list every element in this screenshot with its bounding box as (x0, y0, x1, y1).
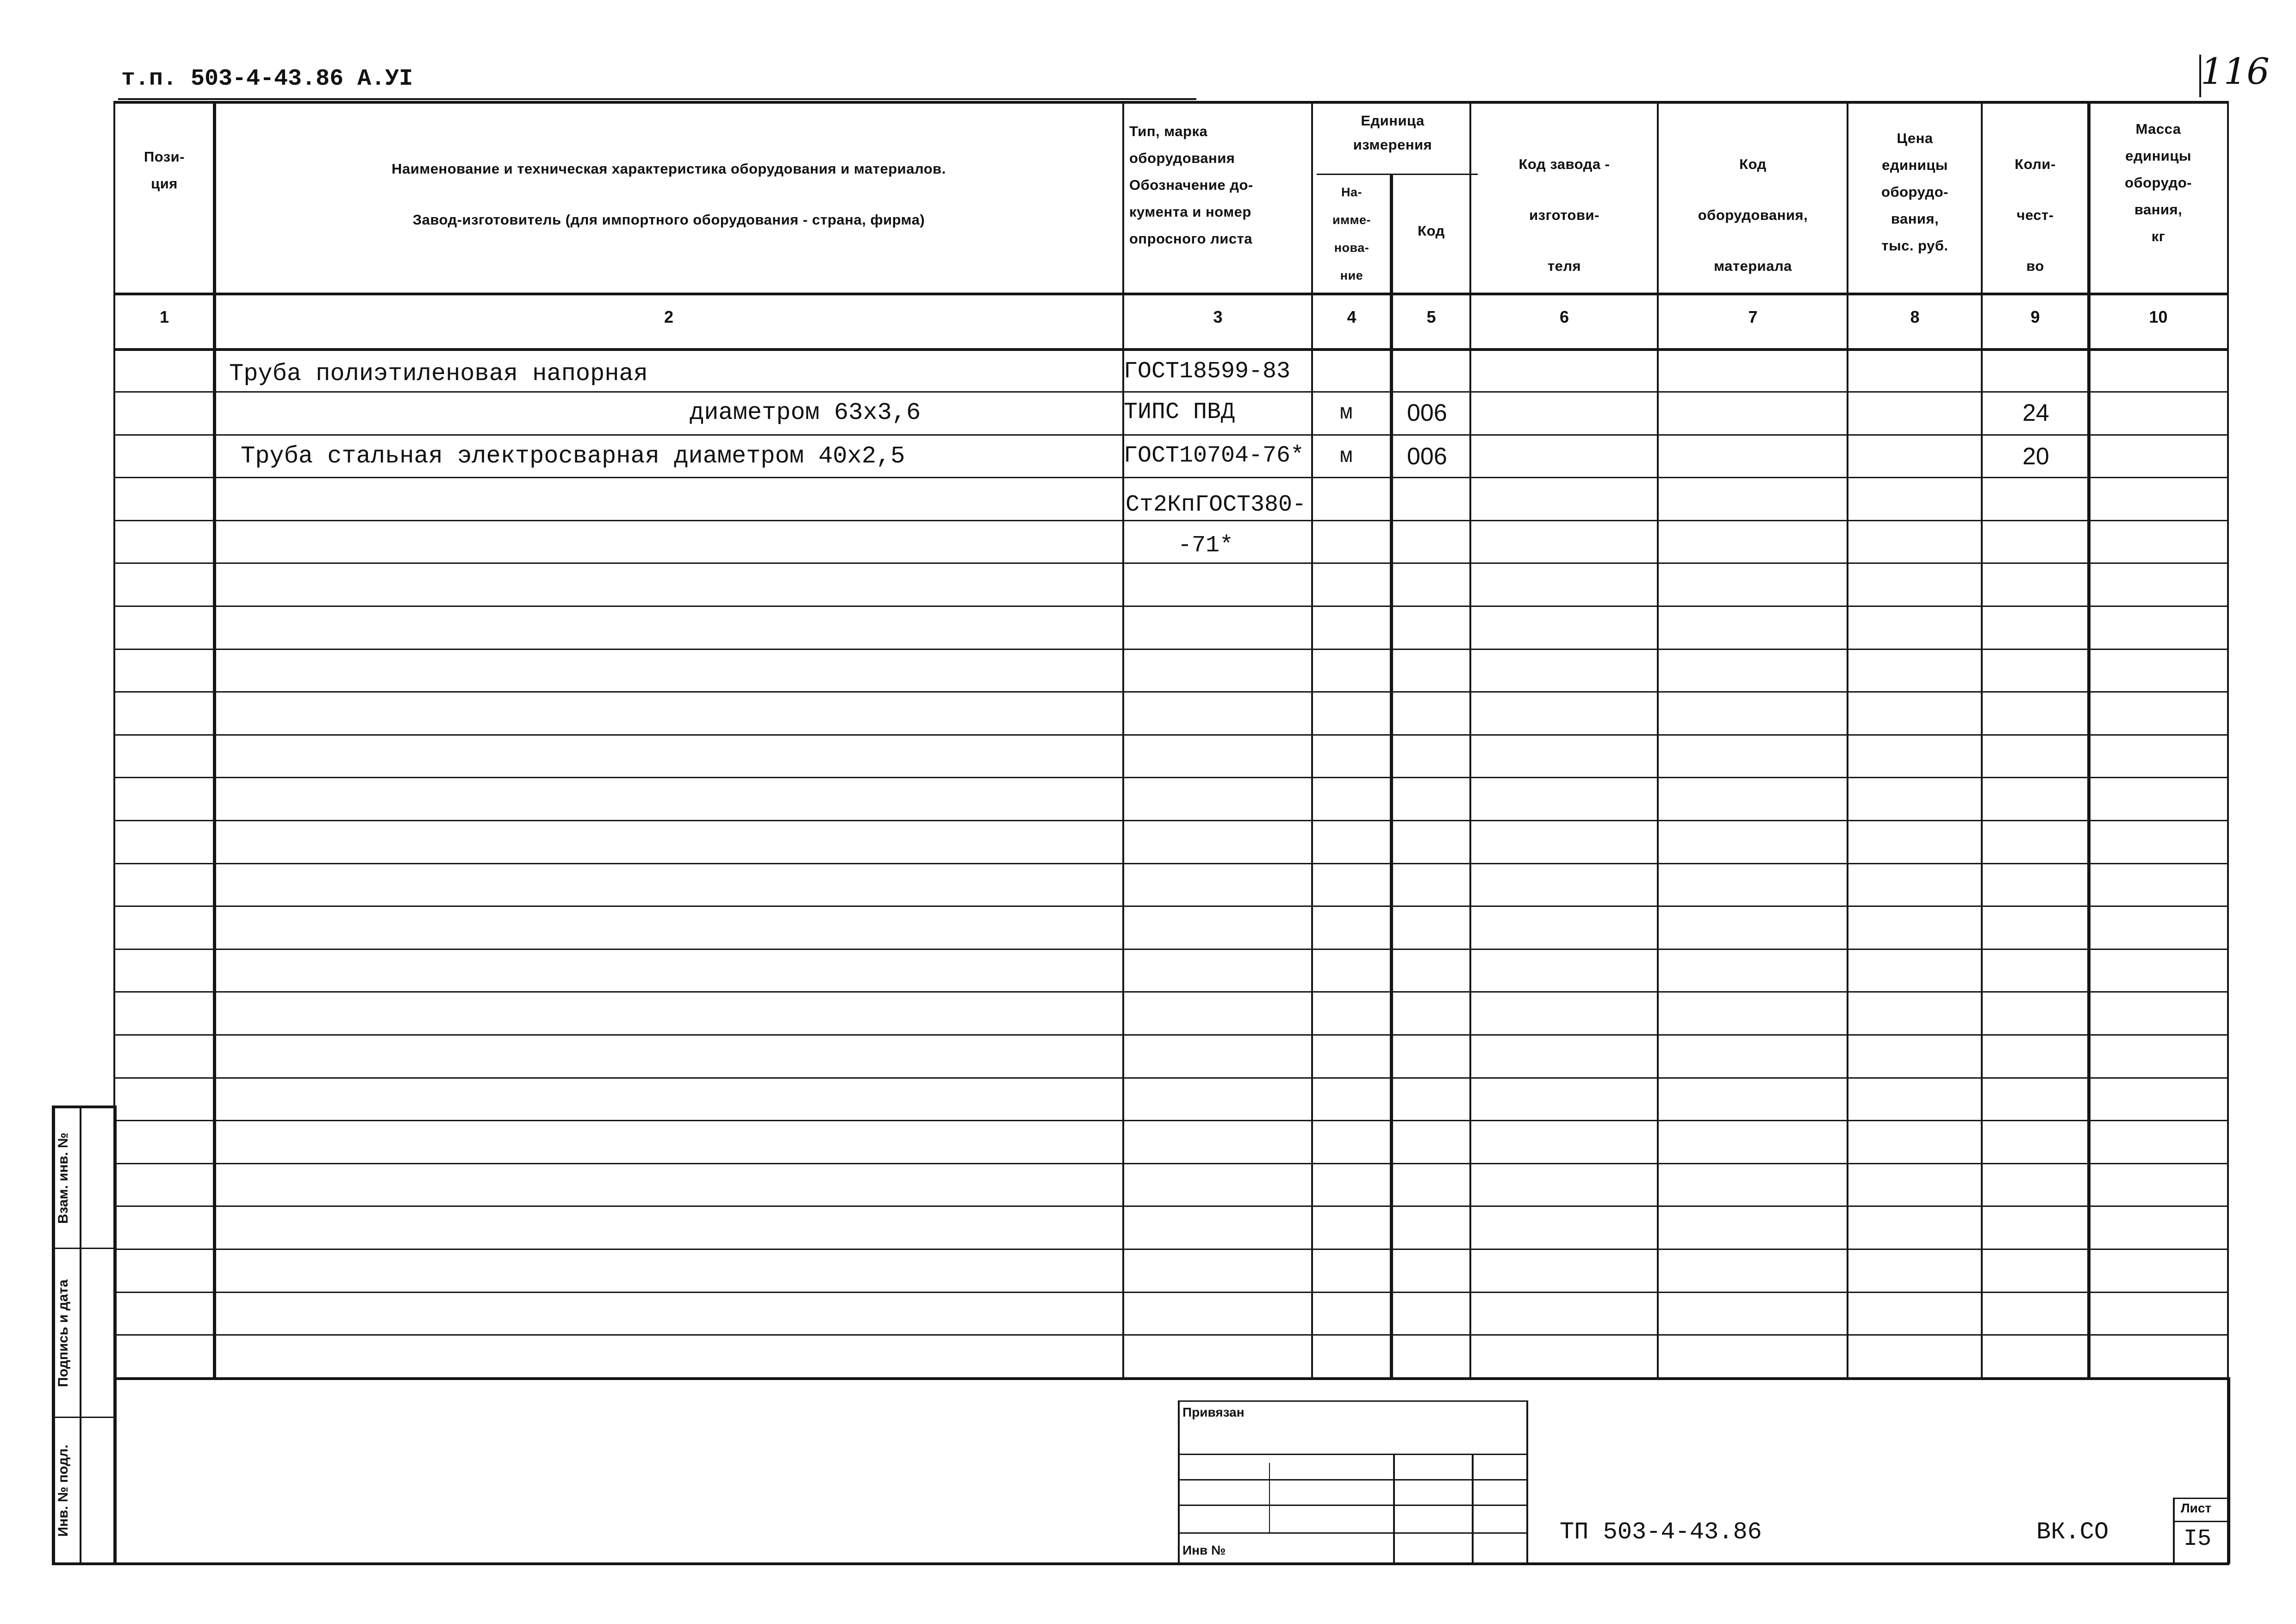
stamp-section: ВК.СО (2036, 1518, 2109, 1546)
row-name: Труба полиэтиленовая напорная (229, 360, 648, 387)
row-rule (113, 949, 2228, 950)
row-name: диаметром 63х3,6 (690, 399, 921, 426)
row-rule (113, 691, 2228, 693)
row-type: ГОСТ10704-76* (1124, 443, 1305, 469)
row-rule (113, 1334, 2228, 1336)
row-rule (113, 1292, 2228, 1293)
row-type: ГОСТ18599-83 (1124, 358, 1291, 385)
col-header-name: Наименование и техническая характеристика оборудования и материалов. Завод-изготовитель (для импортного оборудования - страна, фирма) (392, 161, 946, 228)
row-rule (113, 1077, 2228, 1079)
row-rule (113, 1034, 2228, 1036)
col-number: 5 (1426, 307, 1436, 326)
row-rule (113, 1120, 2228, 1121)
doc-code-underline (118, 98, 1196, 100)
col-number: 1 (159, 307, 169, 326)
row-code: 006 (1407, 400, 1447, 426)
row-type: ТИПС ПВД (1124, 399, 1235, 425)
col-header-manufacturer-code: Код завода - изготови- теля (1518, 156, 1610, 274)
row-unit: м (1340, 401, 1353, 425)
row-rule (113, 1206, 2228, 1207)
doc-code-top: т.п. 503-4-43.86 А.УI (121, 66, 413, 92)
row-name: Труба стальная электросварная диаметром 40х2,5 (241, 443, 905, 470)
row-qty: 20 (2022, 443, 2049, 470)
row-type: -71* (1178, 532, 1234, 559)
row-rule (113, 734, 2228, 736)
col-header-unit: Единица измерения (1353, 112, 1432, 153)
row-rule (113, 1163, 2228, 1164)
col-header-type: Тип, марка оборудования Обозначение до- кумента и номер опросного листа (1129, 123, 1253, 247)
row-rule (113, 434, 2228, 436)
row-unit: м (1340, 444, 1353, 468)
row-rule (113, 991, 2228, 993)
side-stamp-signature-date: Подпись и дата (56, 1279, 71, 1387)
row-rule (113, 606, 2228, 607)
col-number: 7 (1748, 307, 1758, 326)
col-number: 9 (2030, 307, 2040, 326)
stamp-privyazan: Привязан (1182, 1405, 1244, 1419)
col-number: 4 (1347, 307, 1356, 326)
page-mark-tick (2199, 55, 2201, 97)
row-rule (113, 820, 2228, 821)
row-type: Ст2КпГОСТ380- (1126, 492, 1307, 518)
col-number: 6 (1559, 307, 1569, 326)
col-header-material-code: Код оборудования, материала (1698, 156, 1808, 274)
col-number: 8 (1910, 307, 1920, 326)
stamp-inv-no: Инв № (1182, 1543, 1226, 1557)
col-number: 3 (1213, 307, 1223, 326)
row-rule (113, 906, 2228, 907)
row-rule (113, 863, 2228, 864)
col-number: 10 (2149, 307, 2168, 326)
row-rule (113, 391, 2228, 393)
col-header-unit-code: Код (1418, 223, 1445, 239)
side-stamp-replacement-inv: Взам. инв. № (56, 1132, 71, 1224)
stamp-doc-code: ТП 503-4-43.86 (1560, 1518, 1762, 1546)
row-rule (113, 777, 2228, 778)
row-rule (113, 520, 2228, 521)
page-mark: 116 (2201, 51, 2270, 93)
row-rule (113, 562, 2228, 564)
col-number: 2 (664, 307, 674, 326)
row-rule (113, 1249, 2228, 1250)
col-header-position: Пози- ция (143, 149, 185, 192)
col-header-quantity: Коли- чест- во (2015, 156, 2056, 274)
col-header-mass: Масса единицы оборудо- вания, кг (2125, 121, 2192, 244)
col-header-price: Цена единицы оборудо- вания, тыс. руб. (1881, 130, 1948, 254)
row-qty: 24 (2022, 400, 2049, 426)
stamp-sheet-number: I5 (2184, 1526, 2212, 1552)
stamp-sheet-label: Лист (2181, 1501, 2212, 1515)
row-rule (113, 649, 2228, 650)
row-code: 006 (1407, 443, 1447, 470)
row-rule (113, 477, 2228, 478)
side-stamp-inv-original: Инв. № подл. (56, 1444, 71, 1537)
col-header-unit-name: На- имме- нова- ние (1332, 185, 1371, 282)
